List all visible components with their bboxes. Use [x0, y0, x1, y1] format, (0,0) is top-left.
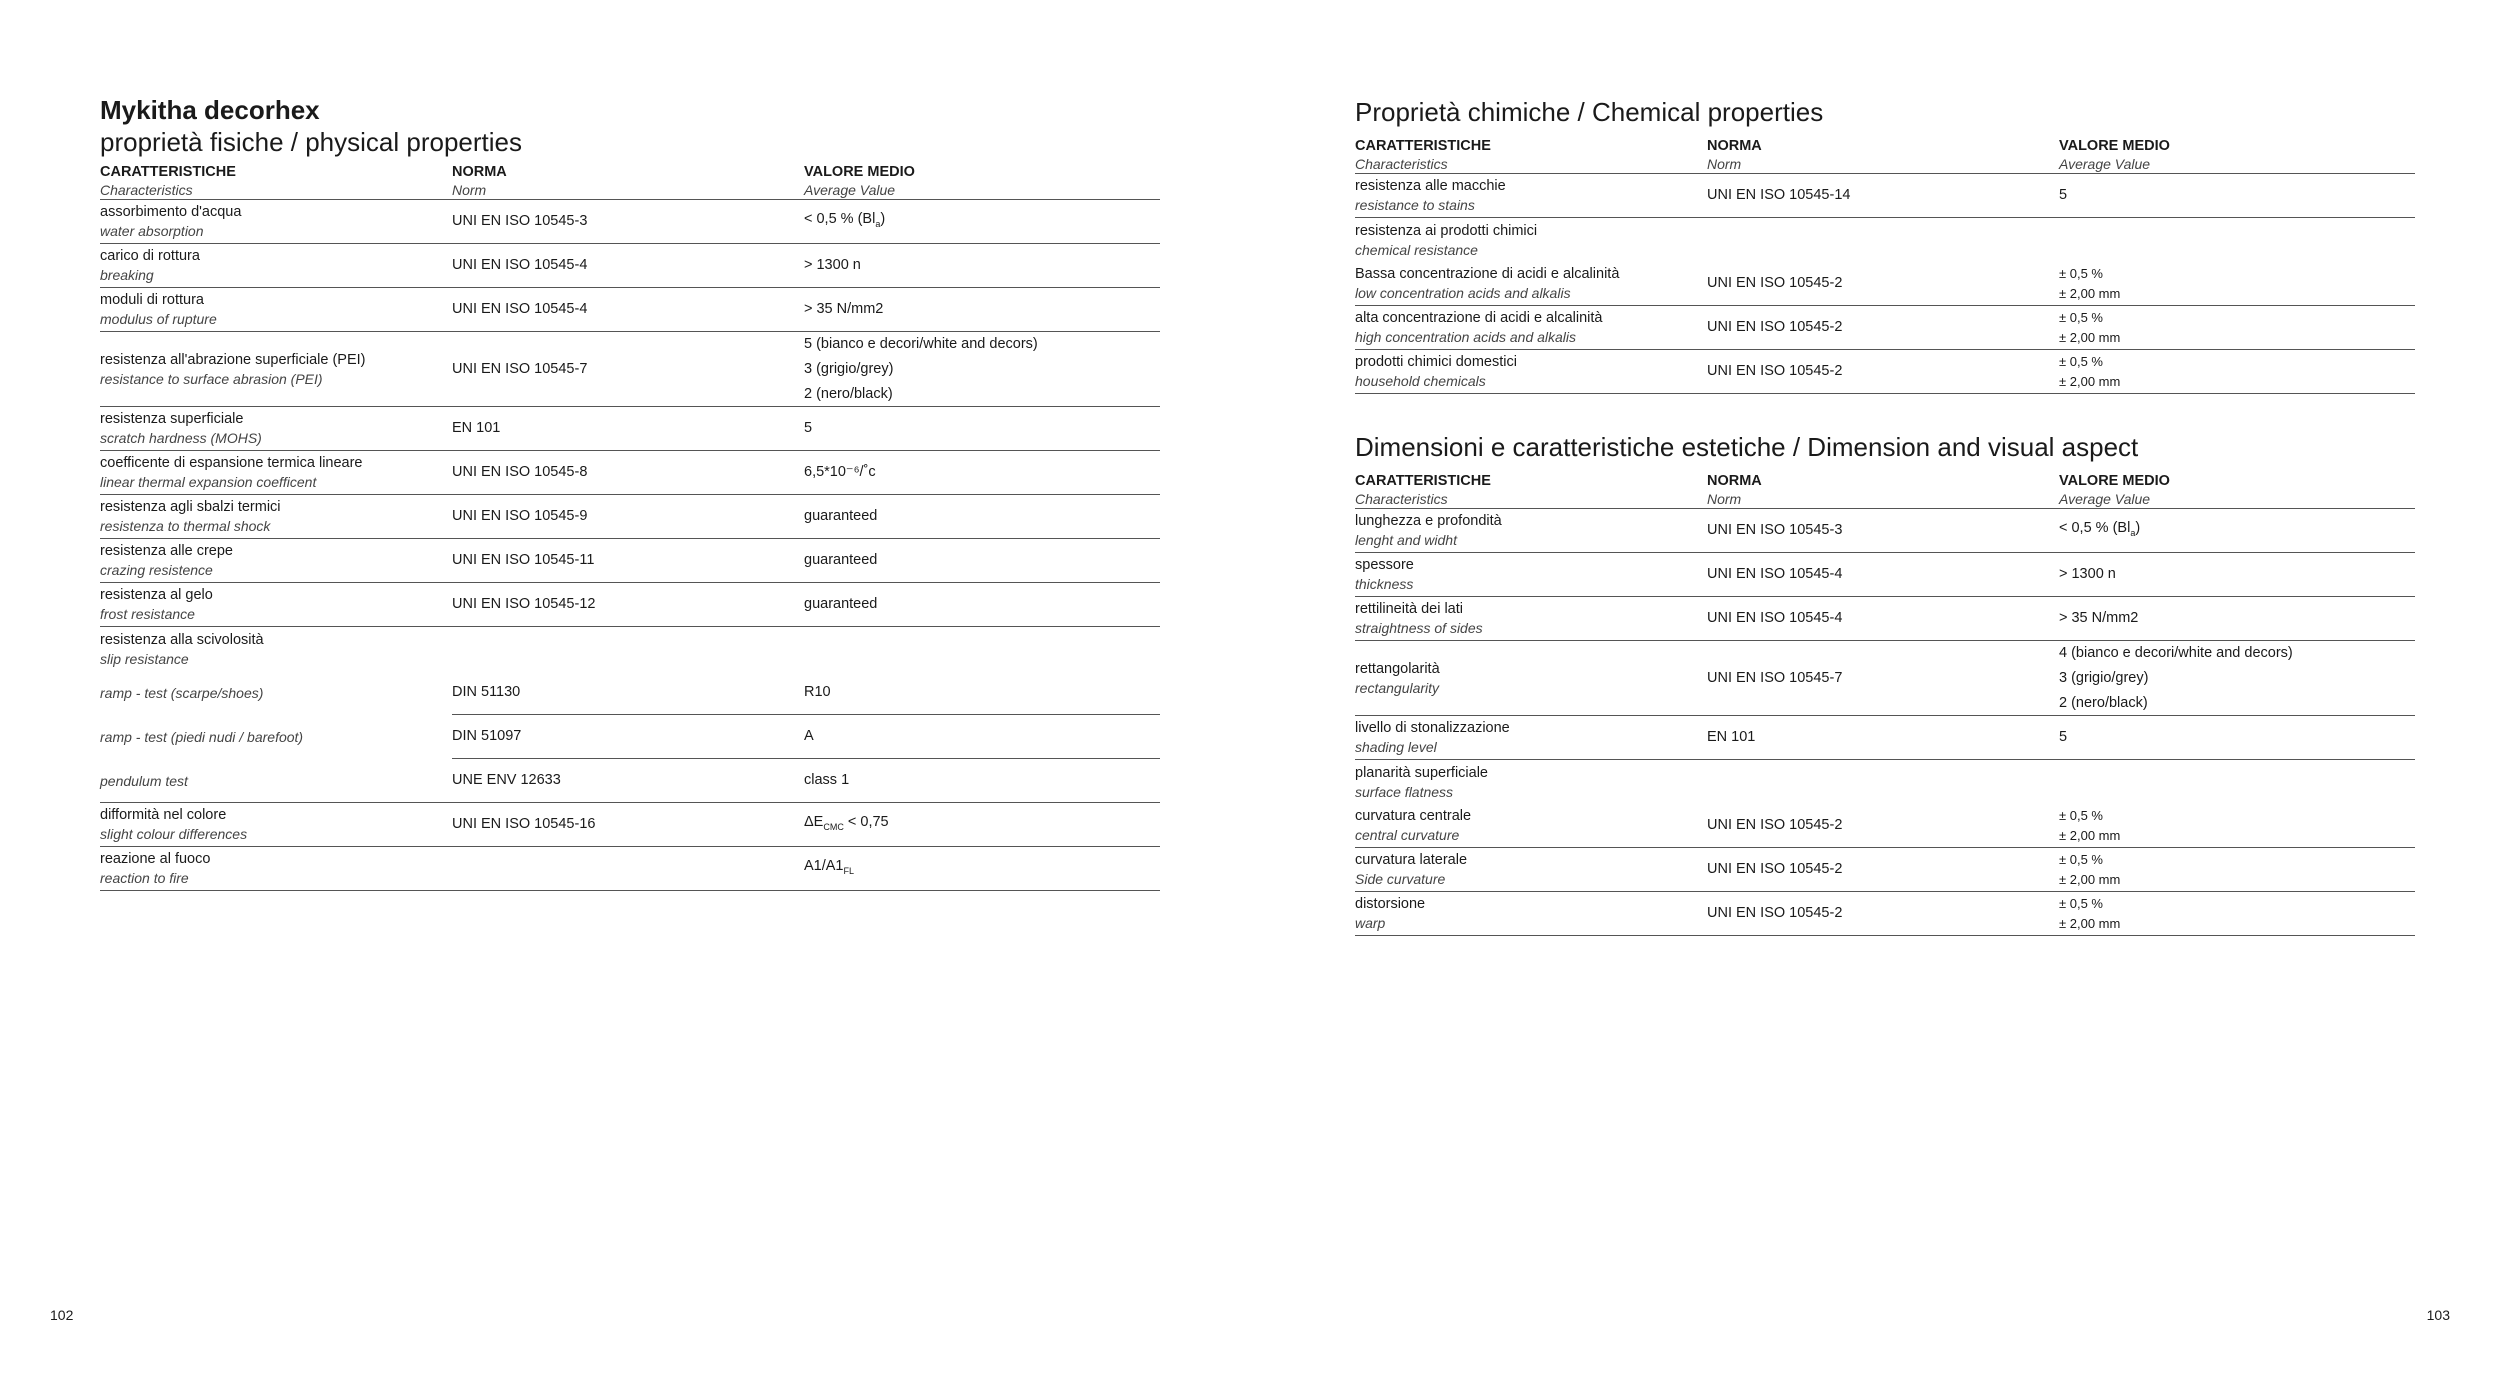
- chemical-properties-title: Proprietà chimiche / Chemical properties: [1355, 97, 1824, 127]
- row-label-en: chemical resistance: [1355, 241, 1478, 258]
- row-value: 2 (nero/black): [804, 385, 893, 402]
- table-row: [100, 451, 1160, 495]
- row-label-en: high concentration acids and alkalis: [1355, 329, 1577, 345]
- row-value: < 0,5 % $(Bl_a)$: [2059, 519, 2141, 538]
- row-norm: DIN 51130: [452, 684, 521, 700]
- table-row: [1355, 262, 2415, 306]
- slip-test-label: ramp - test (scarpe/shoes): [100, 685, 264, 701]
- row-value: ± 0,5 %: [2059, 265, 2103, 281]
- row-label-en: resistance to stains: [1355, 197, 1475, 213]
- row-norm: UNI EN ISO 10545-3: [1707, 522, 1843, 538]
- header-value-en: Average Value: [2059, 156, 2151, 172]
- row-value: > 1300 n: [2059, 566, 2116, 582]
- row-value: ± 0,5 %: [2059, 309, 2103, 325]
- row-value: > 35 N/mm2: [2059, 610, 2139, 626]
- row-label: resistenza alle macchie: [1355, 178, 1506, 194]
- row-value: > 1300 n: [804, 257, 861, 273]
- table-row: [1355, 553, 2415, 597]
- header-value-en: Average Value: [804, 182, 896, 198]
- row-value: 3 (grigio/grey): [804, 360, 894, 377]
- header-norm: NORMA: [1707, 473, 1762, 489]
- row-label-en: resistenza to thermal shock: [100, 518, 271, 534]
- row-label: prodotti chimici domestici: [1355, 354, 1517, 370]
- row-label-en: low concentration acids and alkalis: [1355, 285, 1571, 301]
- header-norm-en: Norm: [452, 182, 487, 198]
- row-label: lunghezza e profondità: [1355, 513, 1502, 529]
- row-label: carico di rottura: [100, 248, 200, 264]
- row-label-en: warp: [1355, 915, 1386, 931]
- row-norm: UNE ENV 12633: [452, 772, 561, 788]
- row-label: resistenza alle crepe: [100, 543, 233, 559]
- table-row: [1355, 597, 2415, 641]
- page-number-right: 103: [2426, 1307, 2450, 1323]
- row-value: 5 (bianco e decori/white and decors): [804, 335, 1038, 352]
- row-value: ± 0,5 %: [2059, 353, 2103, 369]
- row-value: ± 0,5 %: [2059, 807, 2103, 823]
- row-label-en: scratch hardness (MOHS): [100, 430, 262, 446]
- row-label-en: water absorption: [100, 223, 204, 239]
- row-value: 2 (nero/black): [2059, 694, 2148, 711]
- header-value: VALORE MEDIO: [2059, 473, 2170, 489]
- row-label-en: rectangularity: [1355, 679, 1440, 696]
- row-value: ± 2,00 mm: [2059, 871, 2121, 887]
- table-row: [1355, 306, 2415, 350]
- row-label-en: frost resistance: [100, 606, 195, 622]
- row-label-en: thickness: [1355, 576, 1414, 592]
- row-label: rettangolarità: [1355, 660, 1440, 677]
- row-label: curvatura laterale: [1355, 852, 1468, 868]
- row-norm: DIN 51097: [452, 728, 522, 744]
- table-header: [1355, 472, 2415, 509]
- row-norm: UNI EN ISO 10545-12: [452, 596, 596, 612]
- row-label: Bassa concentrazione di acidi e alcalinità: [1355, 266, 1620, 282]
- row-label: reazione al fuoco: [100, 851, 211, 867]
- header-value-en: Average Value: [2059, 491, 2151, 507]
- row-label: rettilineità dei lati: [1355, 601, 1463, 617]
- right-page: [1355, 0, 2415, 936]
- row-label-en: lenght and widht: [1355, 532, 1457, 548]
- physical-properties-title: proprietà fisiche / physical properties: [100, 127, 522, 157]
- table-header: [1355, 137, 2415, 174]
- slip-test-label: pendulum test: [100, 772, 188, 789]
- row-norm: UNI EN ISO 10545-8: [452, 464, 588, 480]
- row-value: guaranteed: [804, 552, 878, 568]
- row-label-en: resistance to surface abrasion (PEI): [100, 370, 323, 387]
- table-row: [1355, 892, 2415, 936]
- header-norm-en: Norm: [1707, 491, 1742, 507]
- row-value: ± 2,00 mm: [2059, 329, 2121, 345]
- row-value: 4 (bianco e decori/white and decors): [2059, 644, 2293, 661]
- header-value: VALORE MEDIO: [804, 164, 915, 180]
- row-label: resistenza all'abrazione superficiale (PEI): [100, 351, 366, 368]
- row-label-en: shading level: [1355, 739, 1437, 755]
- slip-test-row: [100, 759, 1160, 803]
- row-value: A: [804, 728, 814, 744]
- row-norm: UNI EN ISO 10545-2: [1707, 319, 1843, 335]
- table-row: [100, 244, 1160, 288]
- header-characteristics-en: Characteristics: [1355, 491, 1448, 507]
- row-value: $\Delta E_{CMC} < 0,75$: [804, 813, 889, 832]
- row-label-en: breaking: [100, 267, 154, 283]
- row-label: distorsione: [1355, 896, 1426, 912]
- row-value: 6,5*10⁻⁶/˚c: [804, 464, 876, 480]
- row-norm: UNI EN ISO 10545-2: [1707, 861, 1843, 877]
- header-characteristics-en: Characteristics: [1355, 156, 1448, 172]
- row-label-en: Side curvature: [1355, 871, 1446, 887]
- row-norm: UNI EN ISO 10545-7: [452, 360, 588, 377]
- row-norm: UNI EN ISO 10545-4: [1707, 566, 1843, 582]
- row-norm: UNI EN ISO 10545-2: [1707, 363, 1843, 379]
- row-norm: UNI EN ISO 10545-14: [1707, 187, 1851, 203]
- row-value: $A1/A1_{FL}$: [804, 857, 855, 876]
- row-label: resistenza superficiale: [100, 411, 244, 427]
- row-norm: UNI EN ISO 10545-4: [452, 257, 588, 273]
- row-label-en: slip resistance: [100, 650, 189, 667]
- row-label: moduli di rottura: [100, 292, 204, 308]
- row-label: alta concentrazione di acidi e alcalinità: [1355, 310, 1603, 326]
- slip-test-row: [100, 715, 1160, 759]
- row-norm: UNI EN ISO 10545-11: [452, 552, 595, 568]
- row-label: assorbimento d'acqua: [100, 204, 242, 220]
- header-characteristics: CARATTERISTICHE: [1355, 138, 1491, 154]
- left-page: [100, 0, 1160, 891]
- table-row: [100, 332, 1160, 407]
- dimension-title: Dimensioni e caratteristiche estetiche / Dimension and visual aspect: [1355, 432, 2139, 462]
- row-norm: UNI EN ISO 10545-2: [1707, 817, 1843, 833]
- page-number-left: 102: [50, 1307, 74, 1323]
- row-norm: UNI EN ISO 10545-4: [452, 301, 588, 317]
- row-label: resistenza agli sbalzi termici: [100, 499, 281, 515]
- table-row: [100, 200, 1160, 244]
- row-label: planarità superficiale: [1355, 764, 1488, 781]
- header-characteristics: CARATTERISTICHE: [1355, 473, 1491, 489]
- row-value: > 35 N/mm2: [804, 301, 884, 317]
- flatness-group-row: [1355, 760, 2415, 804]
- slip-test-row: [100, 671, 1160, 715]
- row-label: livello di stonalizzazione: [1355, 720, 1510, 736]
- table-header: [100, 163, 1160, 200]
- row-value: ± 2,00 mm: [2059, 285, 2121, 301]
- table-row: [1355, 509, 2415, 553]
- row-norm: UNI EN ISO 10545-16: [452, 816, 596, 832]
- row-label: curvatura centrale: [1355, 808, 1472, 824]
- table-row: [1355, 716, 2415, 760]
- row-label: resistenza al gelo: [100, 587, 213, 603]
- table-row: [100, 803, 1160, 847]
- header-norm: NORMA: [452, 164, 507, 180]
- header-norm: NORMA: [1707, 138, 1762, 154]
- row-value: R10: [804, 684, 831, 700]
- row-label: resistenza ai prodotti chimici: [1355, 222, 1538, 239]
- row-norm: UNI EN ISO 10545-3: [452, 213, 588, 229]
- chem-group-row: [1355, 218, 2415, 262]
- table-row: [1355, 804, 2415, 848]
- row-value: ± 2,00 mm: [2059, 373, 2121, 389]
- table-row: [100, 407, 1160, 451]
- row-value: 5: [2059, 187, 2068, 203]
- row-label: difformità nel colore: [100, 807, 227, 823]
- row-norm: UNI EN ISO 10545-4: [1707, 610, 1843, 626]
- table-row: [1355, 641, 2415, 716]
- table-row: [100, 847, 1160, 891]
- header-characteristics: CARATTERISTICHE: [100, 164, 236, 180]
- row-label-en: reaction to fire: [100, 870, 189, 886]
- row-value: class 1: [804, 772, 850, 788]
- row-value: ± 0,5 %: [2059, 851, 2103, 867]
- row-label: spessore: [1355, 557, 1414, 573]
- row-label: coefficente di espansione termica lineare: [100, 455, 363, 471]
- header-characteristics-en: Characteristics: [100, 182, 193, 198]
- table-row: [100, 495, 1160, 539]
- row-norm: EN 101: [1707, 729, 1756, 745]
- row-value: < 0,5 % $(Bl_a)$: [804, 210, 886, 229]
- table-row: [100, 539, 1160, 583]
- row-value: 3 (grigio/grey): [2059, 669, 2149, 686]
- row-value: ± 2,00 mm: [2059, 827, 2121, 843]
- table-row: [100, 288, 1160, 332]
- row-label-en: crazing resistence: [100, 562, 213, 578]
- row-value: guaranteed: [804, 596, 878, 612]
- row-label-en: surface flatness: [1355, 783, 1454, 800]
- row-value: 5: [804, 420, 813, 436]
- row-label-en: household chemicals: [1355, 373, 1486, 389]
- row-norm: UNI EN ISO 10545-7: [1707, 669, 1843, 686]
- header-norm-en: Norm: [1707, 156, 1742, 172]
- row-label-en: straightness of sides: [1355, 620, 1483, 636]
- table-row: [1355, 848, 2415, 892]
- row-label-en: slight colour differences: [100, 826, 248, 842]
- row-label-en: central curvature: [1355, 827, 1460, 843]
- slip-group-row: [100, 627, 1160, 671]
- header-value: VALORE MEDIO: [2059, 138, 2170, 154]
- brand-title: Mykitha decorhex: [100, 95, 320, 125]
- row-label-en: linear thermal expansion coefficent: [100, 474, 317, 490]
- row-norm: UNI EN ISO 10545-2: [1707, 905, 1843, 921]
- table-row: [1355, 350, 2415, 394]
- slip-test-label: ramp - test (piedi nudi / barefoot): [100, 729, 304, 745]
- row-value: ± 0,5 %: [2059, 895, 2103, 911]
- row-norm: UNI EN ISO 10545-2: [1707, 275, 1843, 291]
- row-norm: EN 101: [452, 420, 501, 436]
- row-value: ± 2,00 mm: [2059, 915, 2121, 931]
- row-label: resistenza alla scivolosità: [100, 631, 264, 648]
- row-value: 5: [2059, 729, 2068, 745]
- table-row: [1355, 174, 2415, 218]
- table-row: [100, 583, 1160, 627]
- row-label-en: modulus of rupture: [100, 311, 217, 327]
- row-norm: UNI EN ISO 10545-9: [452, 508, 588, 524]
- row-value: guaranteed: [804, 508, 878, 524]
